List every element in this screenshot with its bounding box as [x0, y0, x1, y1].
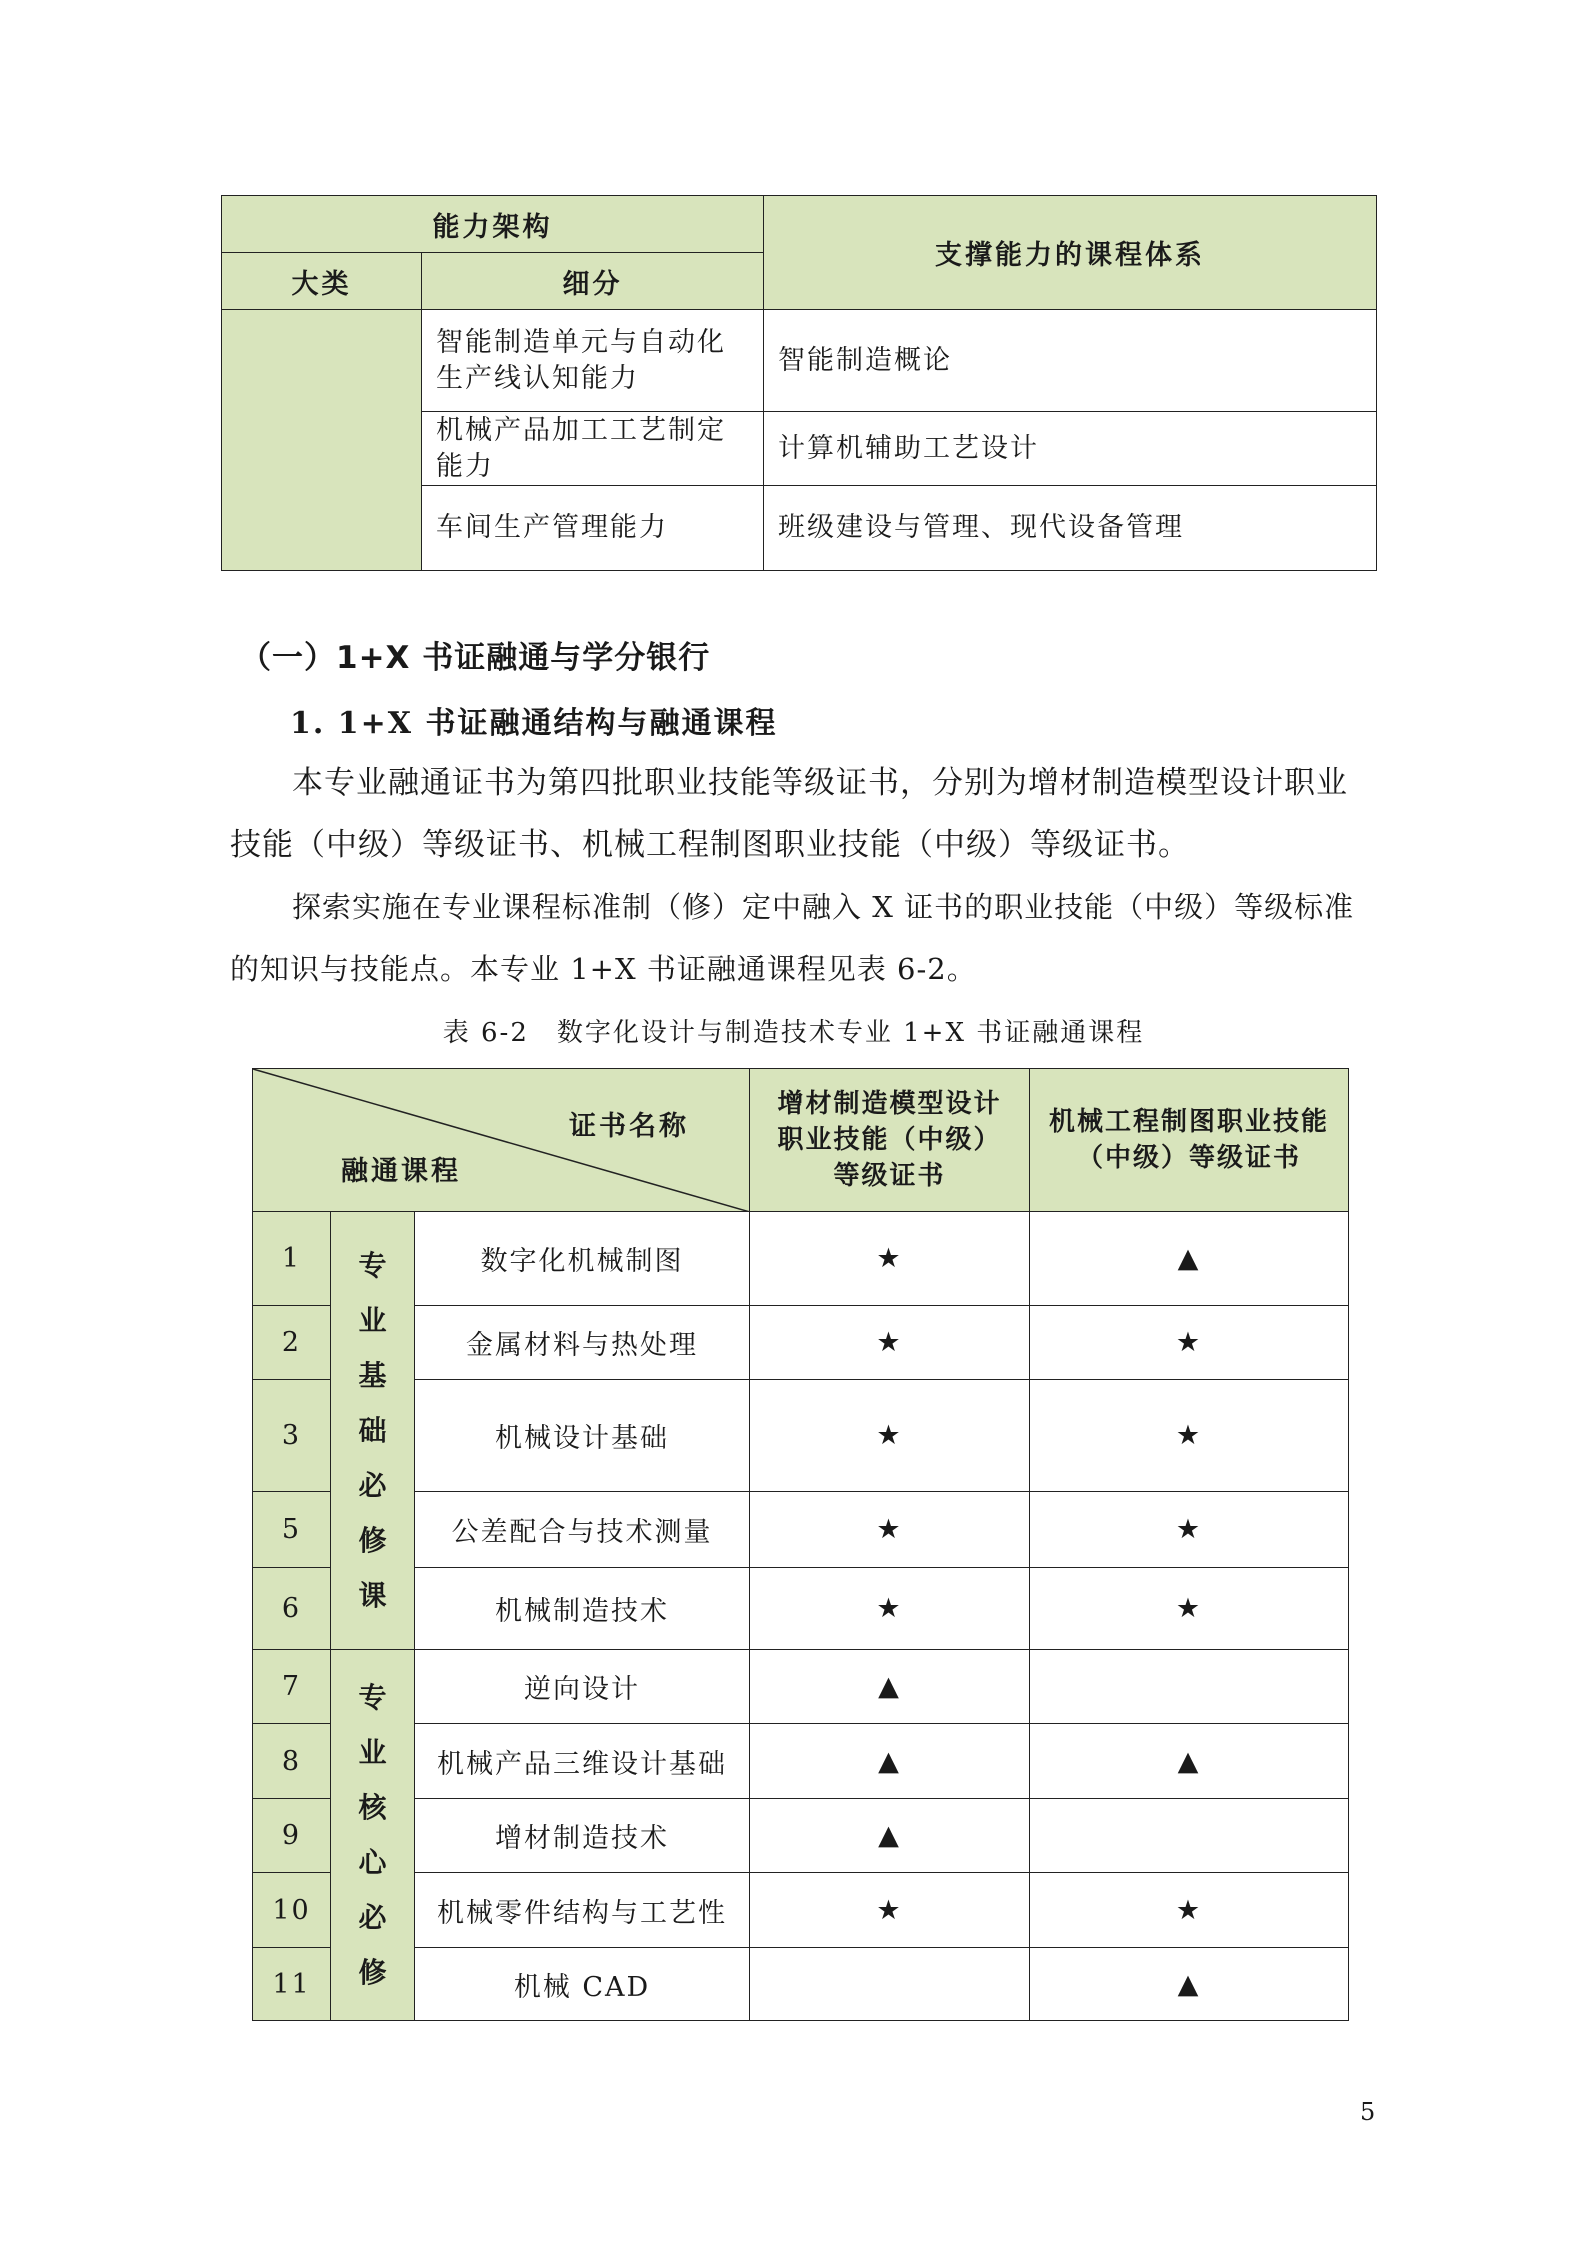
row-number: 11: [253, 1948, 331, 2021]
cert1-mark: ★: [750, 1212, 1030, 1306]
support-courses: 智能制造概论: [764, 310, 1377, 412]
row-number: 8: [253, 1724, 331, 1799]
cert-table: [252, 1068, 1349, 2021]
cert1-mark: ★: [750, 1306, 1030, 1380]
course-name: 机械设计基础: [415, 1380, 750, 1492]
cert-name-label: 证书名称: [569, 1111, 690, 1142]
section-subheading: 1. 1+X 书证融通结构与融通课程: [290, 706, 778, 741]
header-framework: 能力架构: [222, 196, 764, 253]
table-caption: 表 6-2 数字化设计与制造技术专业 1+X 书证融通课程: [442, 1018, 1145, 1048]
course-name: 机械制造技术: [415, 1568, 750, 1650]
cert1-mark: ▲: [750, 1650, 1030, 1724]
support-courses: 计算机辅助工艺设计: [764, 412, 1377, 486]
course-name: 公差配合与技术测量: [415, 1492, 750, 1568]
course-label: 融通课程: [341, 1156, 461, 1187]
support-courses: 班级建设与管理、现代设备管理: [764, 486, 1377, 571]
row-number: 3: [253, 1380, 331, 1492]
header-category: 大类: [222, 253, 422, 310]
course-name: 数字化机械制图: [415, 1212, 750, 1306]
cert2-mark: ★: [1030, 1306, 1349, 1380]
paragraph-2: 探索实施在专业课程标准制（修）定中融入 X 证书的职业技能（中级）等级标准的知识与技能点。本专业 1+X 书证融通课程见表 6-2。: [230, 890, 1355, 986]
diagonal-header: [253, 1069, 750, 1212]
cert1-mark: ★: [750, 1492, 1030, 1568]
course-name: 机械产品三维设计基础: [415, 1724, 750, 1799]
cert2-mark: ★: [1030, 1492, 1349, 1568]
sub-ability: 车间生产管理能力: [422, 486, 764, 571]
cert2-mark: [1030, 1650, 1349, 1724]
course-name: 增材制造技术: [415, 1799, 750, 1873]
page-number: 5: [1360, 2098, 1376, 2126]
cert2-mark: ▲: [1030, 1948, 1349, 2021]
course-name: 逆向设计: [415, 1650, 750, 1724]
cert2-mark: ▲: [1030, 1212, 1349, 1306]
paragraph-1: 本专业融通证书为第四批职业技能等级证书，分别为增材制造模型设计职业技能（中级）等级证书、机械工程制图职业技能（中级）等级证书。: [230, 765, 1348, 863]
row-number: 1: [253, 1212, 331, 1306]
cert1-mark: ▲: [750, 1724, 1030, 1799]
cert1-mark: ★: [750, 1568, 1030, 1650]
cert1-mark: ★: [750, 1380, 1030, 1492]
sub-ability: 机械产品加工工艺制定能力: [422, 412, 764, 486]
row-number: 9: [253, 1799, 331, 1873]
cert2-header: 机械工程制图职业技能（中级）等级证书: [1030, 1069, 1349, 1212]
row-number: 10: [253, 1873, 331, 1948]
row-number: 7: [253, 1650, 331, 1724]
course-name: 金属材料与热处理: [415, 1306, 750, 1380]
group-label-basic: 专业基础必修课: [331, 1212, 415, 1650]
category-cell: [222, 310, 422, 571]
cert2-mark: ★: [1030, 1873, 1349, 1948]
group-label-core: 专业核心必修: [331, 1650, 415, 2021]
ability-table: [221, 195, 1377, 571]
header-sub: 细分: [422, 253, 764, 310]
row-number: 5: [253, 1492, 331, 1568]
section-heading: （一）1+X 书证融通与学分银行: [240, 640, 711, 676]
row-number: 6: [253, 1568, 331, 1650]
cert2-mark: ▲: [1030, 1724, 1349, 1799]
course-name: 机械零件结构与工艺性: [415, 1873, 750, 1948]
header-course-system: 支撑能力的课程体系: [764, 196, 1377, 310]
cert1-mark: [750, 1948, 1030, 2021]
row-number: 2: [253, 1306, 331, 1380]
cert2-mark: ★: [1030, 1568, 1349, 1650]
cert1-mark: ▲: [750, 1799, 1030, 1873]
cert1-header: 增材制造模型设计职业技能（中级）等级证书: [750, 1069, 1030, 1212]
sub-ability: 智能制造单元与自动化生产线认知能力: [422, 310, 764, 412]
course-name: 机械 CAD: [415, 1948, 750, 2021]
cert1-mark: ★: [750, 1873, 1030, 1948]
cert2-mark: [1030, 1799, 1349, 1873]
cert2-mark: ★: [1030, 1380, 1349, 1492]
